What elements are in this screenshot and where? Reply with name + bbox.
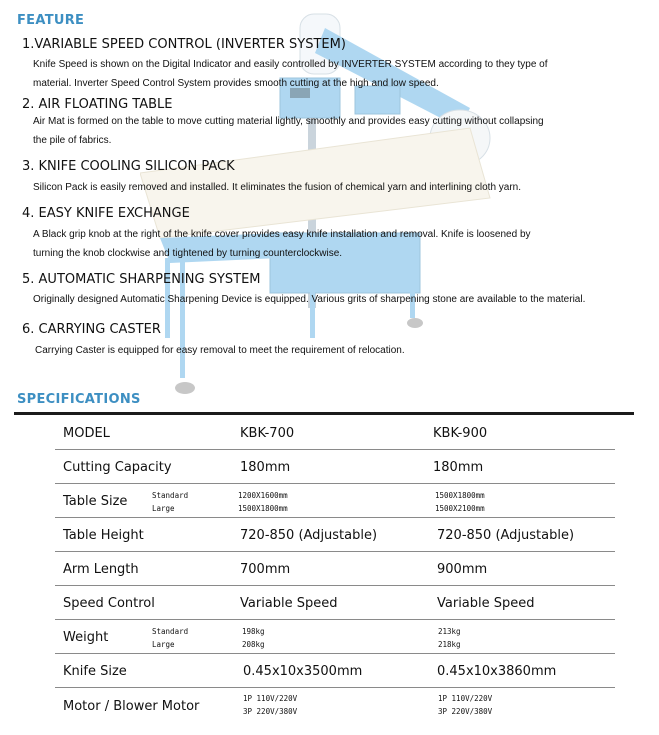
spec-label: Motor / Blower Motor <box>63 699 200 714</box>
spec-label: Knife Size <box>63 664 127 679</box>
spec-value-kbk700-line2: 3P 220V/380V <box>243 707 298 716</box>
spec-sub-label-standard: Standard <box>152 491 189 500</box>
spec-value-kbk900-large: 1500X2100mm <box>435 504 485 513</box>
spec-label: Table Size <box>63 494 128 509</box>
spec-value-kbk900: 0.45x10x3860mm <box>437 664 557 679</box>
feature-2-title: 2. AIR FLOATING TABLE <box>22 97 173 112</box>
spec-top-rule <box>14 412 634 415</box>
spec-value-kbk700-standard: 198kg <box>242 627 265 636</box>
spec-value-kbk900: Variable Speed <box>437 596 535 611</box>
specifications-heading: SPECIFICATIONS <box>17 392 141 407</box>
spec-value-kbk900-large: 218kg <box>438 640 461 649</box>
spec-value-kbk900: KBK-900 <box>433 426 488 441</box>
spec-label: MODEL <box>63 426 110 441</box>
feature-4-title: 4. EASY KNIFE EXCHANGE <box>22 206 190 221</box>
spec-value-kbk700: 700mm <box>240 562 291 577</box>
spec-value-kbk700: 180mm <box>240 460 291 475</box>
feature-5-title: 5. AUTOMATIC SHARPENING SYSTEM <box>22 272 261 287</box>
spec-row-model <box>55 416 615 450</box>
spec-label: Arm Length <box>63 562 139 577</box>
spec-value-kbk700-large: 1500X1800mm <box>238 504 288 513</box>
spec-value-kbk900-line1: 1P 110V/220V <box>438 694 493 703</box>
spec-label: Table Height <box>63 528 144 543</box>
feature-heading: FEATURE <box>17 13 85 28</box>
feature-2-desc-line2: the pile of fabrics. <box>33 135 112 146</box>
feature-1-title: 1.VARIABLE SPEED CONTROL (INVERTER SYSTEM) <box>22 37 346 52</box>
feature-5-desc-line1: Originally designed Automatic Sharpening Device is equipped. Various grits of sharpening stone are available to the material. <box>33 294 586 305</box>
spec-row-speed-control <box>55 586 615 620</box>
spec-row-table-height <box>55 518 615 552</box>
spec-sub-label-standard: Standard <box>152 627 189 636</box>
spec-row-knife-size <box>55 654 615 688</box>
spec-value-kbk900: 720-850 (Adjustable) <box>437 528 575 543</box>
spec-value-kbk700: 720-850 (Adjustable) <box>240 528 378 543</box>
spec-value-kbk900: 180mm <box>433 460 484 475</box>
spec-label: Speed Control <box>63 596 155 611</box>
feature-3-desc-line1: Silicon Pack is easily removed and installed. It eliminates the fusion of chemical yarn and interlining cloth yarn. <box>33 182 522 193</box>
spec-row-motor <box>55 688 615 728</box>
spec-row-table-size <box>55 484 615 518</box>
feature-6-desc-line1: Carrying Caster is equipped for easy removal to meet the requirement of relocation. <box>35 345 405 356</box>
spec-value-kbk700: 0.45x10x3500mm <box>243 664 363 679</box>
feature-1-desc-line1: Knife Speed is shown on the Digital Indicator and easily controlled by INVERTER SYSTEM according to they type of <box>33 59 548 70</box>
spec-row-weight <box>55 620 615 654</box>
spec-value-kbk900: 900mm <box>437 562 488 577</box>
feature-2-desc-line1: Air Mat is formed on the table to move cutting material lightly, smoothly and provides easy cutting without collapsing <box>33 116 544 127</box>
spec-value-kbk700: Variable Speed <box>240 596 338 611</box>
feature-1-desc-line2: material. Inverter Speed Control System provides smooth cutting at the high and low speed. <box>33 78 439 89</box>
spec-value-kbk900-standard: 1500X1800mm <box>435 491 485 500</box>
spec-label: Weight <box>63 630 109 645</box>
spec-value-kbk900-line2: 3P 220V/380V <box>438 707 493 716</box>
spec-sub-label-large: Large <box>152 504 175 513</box>
spec-value-kbk700-line1: 1P 110V/220V <box>243 694 298 703</box>
spec-row-cutting-capacity <box>55 450 615 484</box>
spec-row-arm-length <box>55 552 615 586</box>
spec-value-kbk700-standard: 1200X1600mm <box>238 491 288 500</box>
feature-4-desc-line2: turning the knob clockwise and tightened by turning counterclockwise. <box>33 248 343 259</box>
feature-3-title: 3. KNIFE COOLING SILICON PACK <box>22 159 235 174</box>
spec-value-kbk700: KBK-700 <box>240 426 295 441</box>
feature-6-title: 6. CARRYING CASTER <box>22 322 161 337</box>
spec-value-kbk900-standard: 213kg <box>438 627 461 636</box>
spec-sub-label-large: Large <box>152 640 175 649</box>
spec-value-kbk700-large: 208kg <box>242 640 265 649</box>
feature-4-desc-line1: A Black grip knob at the right of the knife cover provides easy knife installation and removal. Knife is loosened by <box>33 229 531 240</box>
spec-label: Cutting Capacity <box>63 460 172 475</box>
